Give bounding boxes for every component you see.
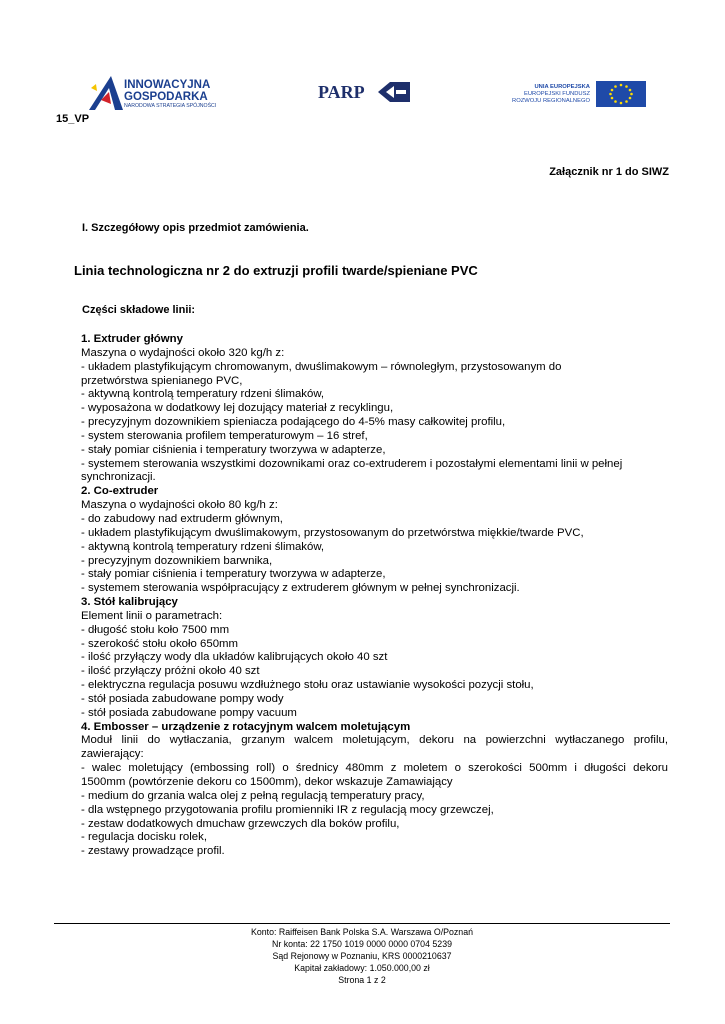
item-line: - regulacja docisku rolek, [81,831,207,844]
item-line: - elektryczna regulacja posuwu wzdłużnego stołu oraz ustawianie wysokości pozycji stołu, [81,679,534,692]
svg-text:EUROPEJSKI FUNDUSZ: EUROPEJSKI FUNDUSZ [523,91,590,97]
footer-bank: Konto: Raiffeisen Bank Polska S.A. Warszawa O/Poznań [251,927,473,937]
page-number: Strona 1 z 2 [338,975,386,985]
item-line: - system sterowania profilem temperaturowym – 16 stref, [81,429,368,442]
item-line: - precyzyjnym dozownikiem barwnika, [81,554,273,567]
specification-body [81,333,668,859]
item-title: 1. Extruder główny [81,333,183,345]
parp-logo [318,80,413,104]
item-line: Maszyna o wydajności około 320 kg/h z: [81,346,285,359]
item-line: - stół posiada zabudowane pompy wody [81,692,284,705]
footer-capital: Kapitał zakładowy: 1.050.000,00 zł [294,963,430,973]
item-line: - układem plastyfikującym dwuślimakowym, przystosowanym do przetwórstwa miękkie/twarde PVC, [81,526,584,539]
item-line: 1500mm (powtórzenie dekoru co 1500mm), dekor wskazuje Zamawiający [81,776,453,788]
item-line: Moduł linii do wytłaczania, grzanym walcem moletującym, dekoru na powierzchni wytłaczanego profilu, [81,734,668,747]
item-title: 3. Stół kalibrujący [81,596,178,609]
footer-account: Nr konta: 22 1750 1019 0000 0000 0704 5239 [271,939,452,949]
svg-text:NARODOWA STRATEGIA SPÓJNOŚCI: NARODOWA STRATEGIA SPÓJNOŚCI [124,103,217,109]
item-line: - wyposażona w dodatkowy lej dozujący materiał z recyklingu, [81,402,394,415]
item-line: - stół posiada zabudowane pompy vacuum [81,706,297,719]
item-line: - zestaw dodatkowych dmuchaw grzewczych dla boków profilu, [81,817,400,830]
svg-text:GOSPODARKA: GOSPODARKA [124,91,208,103]
reference-code: 15_VP [56,113,90,125]
item-line: - zestawy prowadzące profil. [81,845,225,858]
item-line: - dla wstępnego przygotowania profilu promienniki IR z regulacją mocy grzewczej, [81,803,494,816]
item-line: - precyzyjnym dozownikiem spieniacza podającego do 4-5% masy całkowitej profilu, [81,416,506,429]
item-line: zawierający: [81,748,144,761]
item-line: - ilość przyłączy próżni około 40 szt [81,665,260,678]
item-line: - do zabudowy nad extruderm głównym, [81,512,283,525]
item-line: - ilość przyłączy wody dla układów kalibrujących około 40 szt [81,651,388,664]
item-line: - stały pomiar ciśnienia i temperatury tworzywa w adapterze, [81,443,386,456]
svg-text:UNIA EUROPEJSKA: UNIA EUROPEJSKA [534,84,590,90]
svg-text:INNOWACYJNA: INNOWACYJNA [124,79,211,91]
document-heading: Linia technologiczna nr 2 do extruzji profili twarde/spieniane PVC [74,263,478,278]
item-line: - aktywną kontrolą temperatury rdzeni ślimaków, [81,388,325,401]
item-line: - długość stołu koło 7500 mm [81,623,230,636]
item-line: Element linii o parametrach: [81,609,223,622]
item-line: - systemem sterowania współpracujący z extruderem głównym w pełnej synchronizacji. [81,582,520,595]
item-line: - aktywną kontrolą temperatury rdzeni ślimaków, [81,540,325,553]
footer [162,926,562,986]
footer-court: Sąd Rejonowy w Poznaniu, KRS 0000210637 [272,951,452,961]
annex-label: Załącznik nr 1 do SIWZ [549,166,669,178]
item-line: - szerokość stołu około 650mm [81,637,238,650]
item-line: synchronizacji. [81,471,156,484]
item-line: - układem plastyfikującym chromowanym, dwuślimakowym – równoległym, przystosowanym do [81,360,562,373]
svg-text:PARP: PARP [318,82,365,102]
item-line: - medium do grzania walca olej z pełną regulacją temperatury pracy, [81,789,425,802]
section-title: I. Szczegółowy opis przedmiot zamówienia. [82,222,309,234]
footer-divider [54,923,670,924]
item-line: Maszyna o wydajności około 80 kg/h z: [81,499,278,512]
innowacyjna-gospodarka-logo [87,74,247,114]
item-title: 2. Co-extruder [81,485,159,498]
item-line: - walec moletujący (embossing roll) o średnicy 480mm z moletem o szerokości 500mm i długości dekoru [81,762,668,775]
eu-logo [510,80,650,108]
parts-label: Części składowe linii: [82,304,196,316]
item-line: - stały pomiar ciśnienia i temperatury tworzywa w adapterze, [81,568,386,581]
item-line: - systemem sterowania wszystkimi dozownikami oraz co-extruderem i pozostałymi elementami linii w pełnej [81,457,623,470]
item-line: przetwórstwa spienianego PVC, [81,374,243,387]
item-title: 4. Embosser – urządzenie z rotacyjnym walcem moletującym [81,720,411,733]
svg-text:ROZWOJU REGIONALNEGO: ROZWOJU REGIONALNEGO [512,98,590,104]
